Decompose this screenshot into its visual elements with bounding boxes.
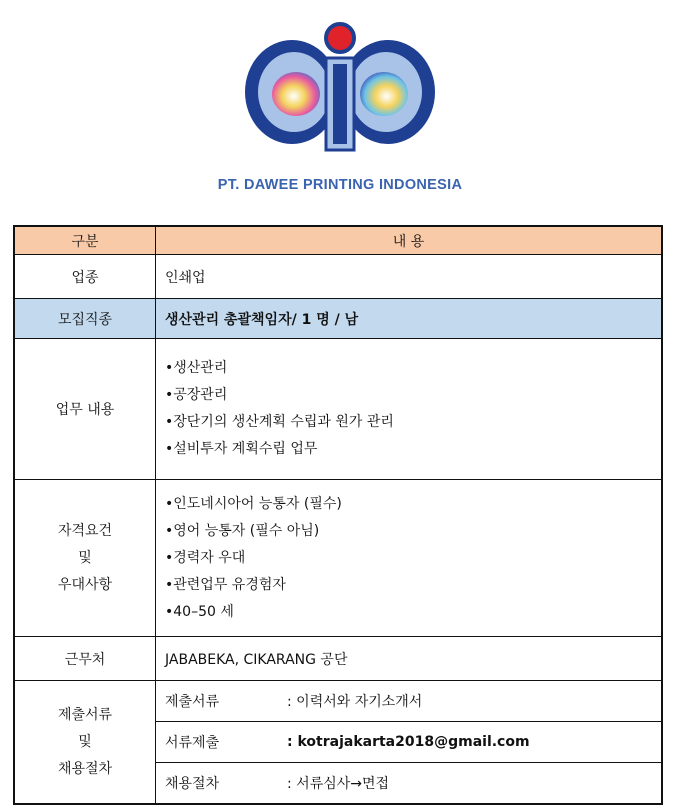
duty-item: •공장관리 — [165, 387, 228, 403]
qualification-item: •영어 능통자 (필수 아님) — [165, 522, 320, 539]
label-line: 채용절차 — [57, 760, 113, 777]
location-label: 근무처 — [14, 637, 156, 681]
application-value: : 서류심사→면접 — [287, 776, 390, 792]
qualification-item: •경력자 우대 — [165, 549, 246, 566]
duties-label: 업무 내용 — [14, 339, 156, 480]
duty-item: •설비투자 계획수립 업무 — [165, 441, 318, 457]
label-line: 자격요건 — [57, 522, 113, 539]
duty-item: •장단기의 생산계획 수립과 원가 관리 — [165, 414, 394, 430]
application-key: 제출서류 — [165, 694, 220, 710]
location-value: JABABEKA, CIKARANG 공단 — [156, 637, 663, 681]
header-content: 내 용 — [156, 226, 663, 255]
table-header-row — [14, 226, 662, 255]
application-subrow — [156, 681, 661, 721]
industry-value: 인쇄업 — [156, 255, 663, 299]
qualifications-row — [14, 480, 662, 637]
label-line: 및 — [78, 549, 92, 566]
position-row — [14, 299, 662, 339]
duties-row — [14, 339, 662, 480]
industry-row — [14, 255, 662, 299]
application-label — [14, 681, 156, 805]
application-details — [156, 681, 663, 805]
header-category: 구분 — [14, 226, 156, 255]
qualifications-list — [156, 480, 663, 637]
duty-item: •생산관리 — [165, 360, 228, 376]
application-key: 채용절차 — [165, 776, 220, 792]
label-line: 및 — [78, 733, 92, 750]
label-line: 우대사항 — [57, 576, 113, 593]
email-address[interactable]: : kotrajakarta2018@gmail.com — [287, 734, 530, 750]
position-value: 생산관리 총괄책임자/ 1 명 / 남 — [156, 299, 663, 339]
position-label: 모집직종 — [14, 299, 156, 339]
application-key: 서류제출 — [165, 735, 220, 751]
location-row — [14, 637, 662, 681]
duties-list — [156, 339, 663, 480]
qualification-item: •인도네시아어 능통자 (필수) — [165, 495, 342, 512]
application-row — [14, 681, 662, 805]
application-value: : 이력서와 자기소개서 — [287, 694, 423, 710]
company-name: PT. DAWEE PRINTING INDONESIA — [217, 177, 463, 193]
application-subrow — [156, 721, 661, 762]
label-line: 제출서류 — [57, 706, 113, 723]
qualification-item: •40–50 세 — [165, 603, 234, 620]
application-subrow — [156, 762, 661, 803]
qualifications-label — [14, 480, 156, 637]
job-info-table — [13, 225, 663, 805]
qualification-item: •관련업무 유경험자 — [165, 576, 286, 593]
company-logo — [0, 0, 680, 160]
industry-label: 업종 — [14, 255, 156, 299]
